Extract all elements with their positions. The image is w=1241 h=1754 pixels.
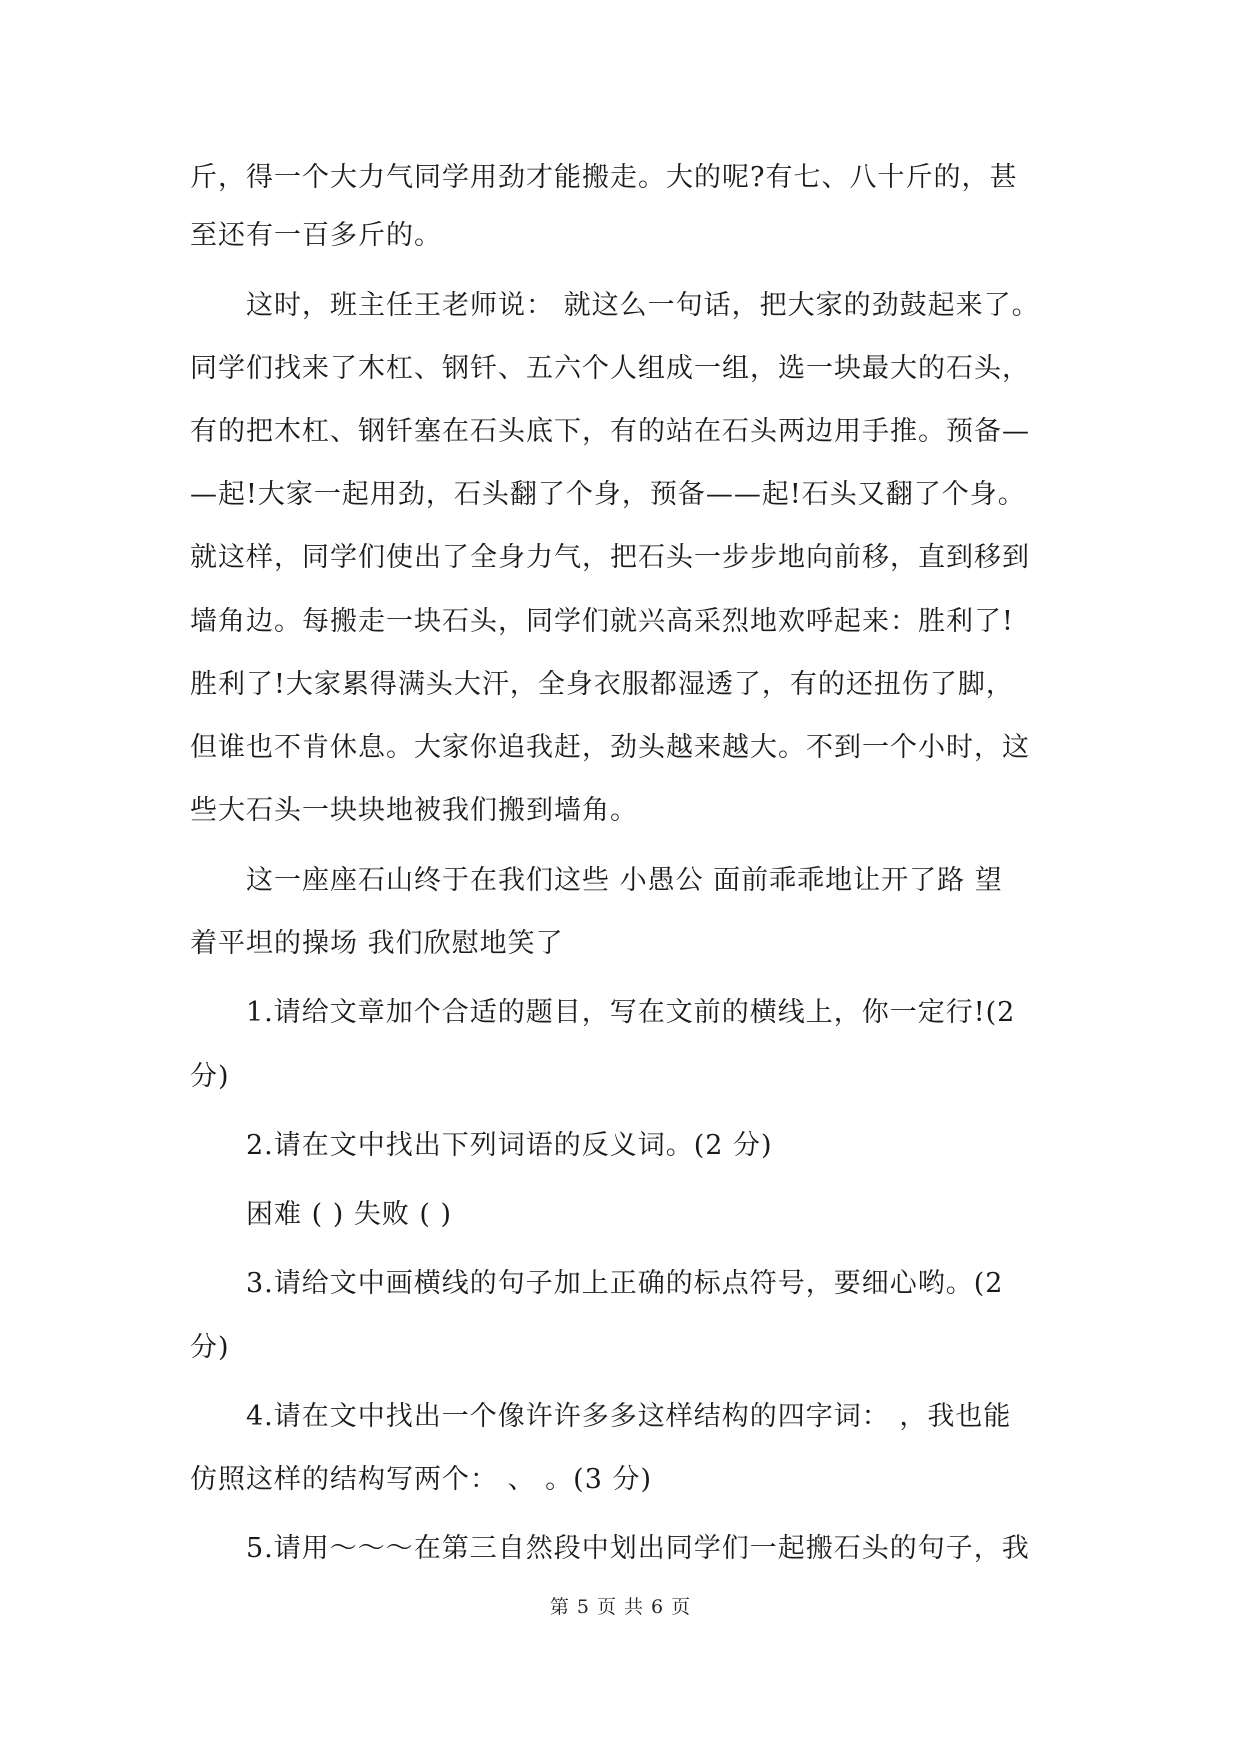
text-line-5: 有的把木杠、钢钎塞在石头底下，有的站在石头两边用手推。预备—	[190, 416, 1030, 447]
question-2-answers: 困难 ( ) 失败 ( )	[246, 1199, 453, 1230]
text-line-13: 着平坦的操场 我们欣慰地笑了	[190, 928, 564, 959]
text-line-2: 至还有一百多斤的。	[190, 220, 442, 251]
text-line-11: 些大石头一块块地被我们搬到墙角。	[190, 795, 638, 826]
text-line-6: —起!大家一起用劲，石头翻了个身，预备——起!石头又翻了个身。	[190, 479, 1026, 510]
text-line-7: 就这样，同学们使出了全身力气，把石头一步步地向前移，直到移到	[190, 542, 1030, 573]
question-1: 1.请给文章加个合适的题目，写在文前的横线上，你一定行!(2	[246, 997, 1016, 1028]
text-line-1: 斤，得一个大力气同学用劲才能搬走。大的呢?有七、八十斤的，甚	[190, 162, 1018, 193]
question-3: 3.请给文中画横线的句子加上正确的标点符号，要细心哟。(2	[246, 1268, 1004, 1299]
question-3-cont: 分)	[190, 1332, 230, 1363]
text-line-4: 同学们找来了木杠、钢钎、五六个人组成一组，选一块最大的石头，	[190, 353, 1030, 384]
question-5: 5.请用～～～在第三自然段中划出同学们一起搬石头的句子，我	[246, 1533, 1030, 1564]
text-line-12: 这一座座石山终于在我们这些 小愚公 面前乖乖地让开了路 望	[246, 865, 1003, 896]
page-number-footer: 第 5 页 共 6 页	[549, 1596, 692, 1618]
text-line-3: 这时，班主任王老师说： 就这么一句话，把大家的劲鼓起来了。	[246, 290, 1040, 321]
text-line-8: 墙角边。每搬走一块石头，同学们就兴高采烈地欢呼起来：胜利了!	[190, 606, 1014, 637]
question-2: 2.请在文中找出下列词语的反义词。(2 分)	[246, 1130, 773, 1161]
text-line-10: 但谁也不肯休息。大家你追我赶，劲头越来越大。不到一个小时，这	[190, 732, 1030, 763]
question-4: 4.请在文中找出一个像许许多多这样结构的四字词： ，我也能	[246, 1401, 1012, 1432]
question-4-cont: 仿照这样的结构写两个： 、 。(3 分)	[190, 1464, 652, 1495]
question-1-cont: 分)	[190, 1061, 230, 1092]
text-line-9: 胜利了!大家累得满头大汗，全身衣服都湿透了，有的还扭伤了脚，	[190, 669, 1014, 700]
